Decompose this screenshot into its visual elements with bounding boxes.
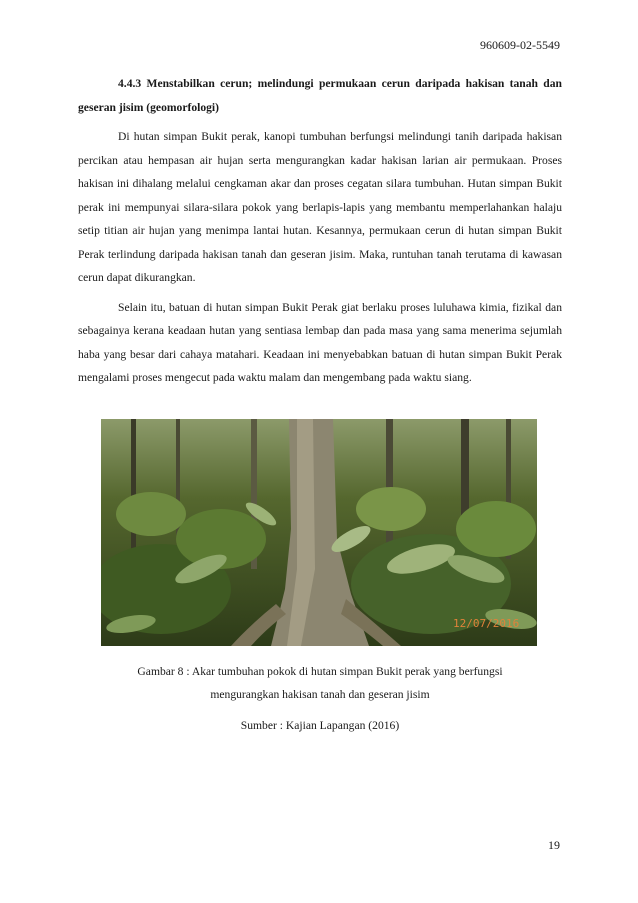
main-content	[78, 72, 562, 396]
figure-caption	[78, 660, 562, 706]
paragraph-1: Di hutan simpan Bukit perak, kanopi tumbuhan berfungsi melindungi tanih daripada hakisan percikan atau hempasan air hujan serta mengurangkan kadar hakisan larian air permukaan. Proses hakisan ini dihalang melalui cengkaman akar dan proses cegatan silara tumbuhan. Hutan simpan Bukit perak ini mempunyai silara-silara pokok yang berlapis-lapis yang membantu memperlahankan halaju setip titian air hujan yang menimpa lantai hutan. Kesannya, permukaan cerun di hutan simpan Bukit Perak terlindung daripada hakisan tanah dan geseran jisim. Maka, runtuhan tanah terutama di kawasan cerun dapat dikurangkan.	[78, 130, 562, 284]
section-heading: 4.4.3 Menstabilkan cerun; melindungi permukaan cerun daripada hakisan tanah dan geseran jisim (geomorfologi)	[78, 77, 562, 114]
figure-source: Sumber : Kajian Lapangan (2016)	[240, 719, 400, 732]
forest-photo	[101, 419, 537, 646]
photo-date-stamp: 12/07/2016	[453, 617, 520, 630]
caption-line-1: Gambar 8 : Akar tumbuhan pokok di hutan simpan Bukit perak yang berfungsi	[137, 665, 503, 678]
paragraph-2: Selain itu, batuan di hutan simpan Bukit Perak giat berlaku proses luluhawa kimia, fizikal dan sebagainya kerana keadaan hutan yang sentiasa lembap dan pada masa yang sama menerima sejumlah haba yang besar dari cahaya matahari. Keadaan ini menyebabkan batuan di hutan simpan Bukit Perak mengalami proses mengecut pada waktu malam dan mengembang pada waktu siang.	[78, 300, 562, 384]
page-number: 19	[548, 838, 560, 852]
page-id: 960609-02-5549	[480, 38, 560, 52]
caption-line-2: mengurangkan hakisan tanah dan geseran jisim	[210, 688, 430, 701]
